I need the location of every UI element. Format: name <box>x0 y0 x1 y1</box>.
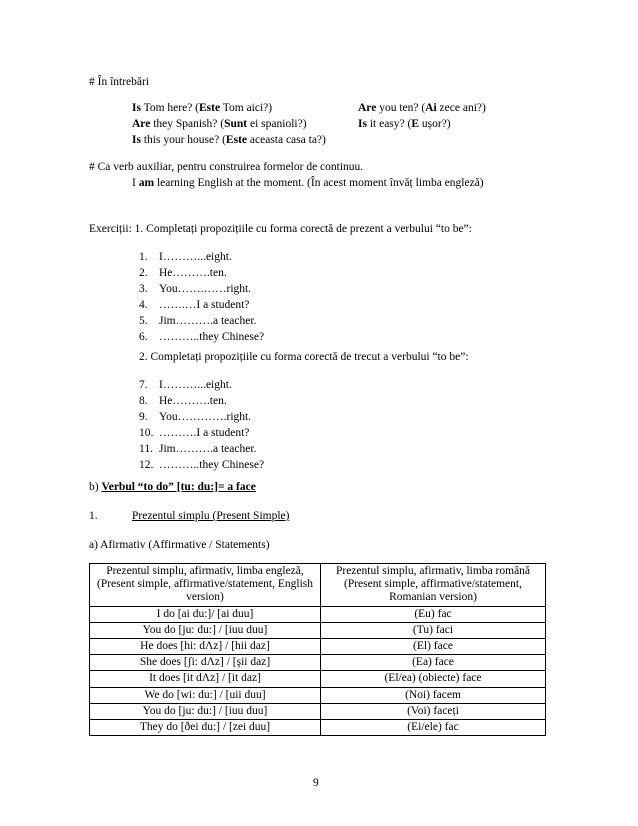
table-row <box>90 655 546 671</box>
table-cell-english: I do [ai du:]/ [ai duu] <box>90 606 321 622</box>
list-item: 7. I………...eight. <box>139 379 232 391</box>
question-example-2-left: Are they Spanish? (Sunt ei spanioli?) <box>132 118 307 130</box>
question-example-1-right: Are you ten? (Ai zece ani?) <box>358 102 486 114</box>
table-cell-romanian: (Noi) facem <box>321 687 546 703</box>
list-item: 6. ………..they Chinese? <box>139 331 265 343</box>
list-item: 12. ………..they Chinese? <box>139 459 265 471</box>
table-row <box>90 671 546 687</box>
table-header-row <box>90 564 546 607</box>
table-row <box>90 703 546 719</box>
conjugation-table <box>89 563 546 736</box>
section-b-heading: b) Verbul “to do” [tu: du:]= a face <box>89 481 256 493</box>
table-cell-english: It does [it dΛz] / [it daz] <box>90 671 321 687</box>
table-cell-romanian: (Ea) face <box>321 655 546 671</box>
list-item: 1. I………...eight. <box>139 251 232 263</box>
list-item: 11. Jim……….a teacher. <box>139 443 257 455</box>
table-cell-english: We do [wi: du:] / [uii duu] <box>90 687 321 703</box>
list-item: 2. He……….ten. <box>139 267 227 279</box>
table-cell-romanian: (El) face <box>321 639 546 655</box>
list-item: 4. …….…I a student? <box>139 299 250 311</box>
exercise-1-list <box>139 250 264 346</box>
table-cell-romanian: (Ei/ele) fac <box>321 720 546 736</box>
question-example-2-right: Is it easy? (E ușor?) <box>358 118 451 130</box>
exercise-2-list <box>139 378 264 474</box>
table-row <box>90 606 546 622</box>
list-item: 9. You………….right. <box>139 411 252 423</box>
table-cell-romanian: (El/ea) (obiecte) face <box>321 671 546 687</box>
section-1-number: 1. <box>89 510 98 522</box>
table-row <box>90 720 546 736</box>
table-header-english: Prezentul simplu, afirmativ, limba engleză, (Present simple, affirmative/statement, English version) <box>90 564 321 607</box>
list-item: 8. He……….ten. <box>139 395 227 407</box>
question-example-1-left: Is Tom here? (Este Tom aici?) <box>132 102 273 114</box>
question-example-3: Is this your house? (Este aceasta casa ta?) <box>132 134 326 146</box>
table-row <box>90 639 546 655</box>
section-a-label: a) Afirmativ (Affirmative / Statements) <box>89 539 270 551</box>
list-item: 5. Jim……….a teacher. <box>139 315 257 327</box>
page-number: 9 <box>313 777 319 789</box>
table-cell-romanian: (Voi) faceți <box>321 703 546 719</box>
questions-heading: # În întrebări <box>89 76 150 88</box>
table-cell-english: He does [hi: dΛz] / [hii daz] <box>90 639 321 655</box>
table-cell-english: She does [ʃi: dΛz] / [şii daz] <box>90 655 321 671</box>
list-item: 3. You…….……right. <box>139 283 252 295</box>
exercise-2-title: 2. Completați propozițiile cu forma corectă de trecut a verbului “to be”: <box>139 351 469 363</box>
table-header-romanian: Prezentul simplu, afirmativ, limba română (Present simple, affirmative/statement, Romanian version) <box>321 564 546 607</box>
table-cell-english: You do [ju: du:] / [iuu duu] <box>90 622 321 638</box>
table-cell-english: They do [ðei du:] / [zei duu] <box>90 720 321 736</box>
exercise-1-title: Exerciții: 1. Completați propozițiile cu forma corectă de prezent a verbului “to be”: <box>89 223 472 235</box>
auxiliary-example: I am learning English at the moment. (În acest moment învăț limba engleză) <box>132 177 484 189</box>
table-cell-romanian: (Eu) fac <box>321 606 546 622</box>
auxiliary-heading: # Ca verb auxiliar, pentru construirea formelor de continuu. <box>89 161 364 173</box>
list-item: 10. ……….I a student? <box>139 427 250 439</box>
table-cell-romanian: (Tu) faci <box>321 622 546 638</box>
table-row <box>90 622 546 638</box>
table-row <box>90 687 546 703</box>
table-cell-english: You do [ju: du:] / [iuu duu] <box>90 703 321 719</box>
section-1-title: Prezentul simplu (Present Simple) <box>132 510 290 522</box>
